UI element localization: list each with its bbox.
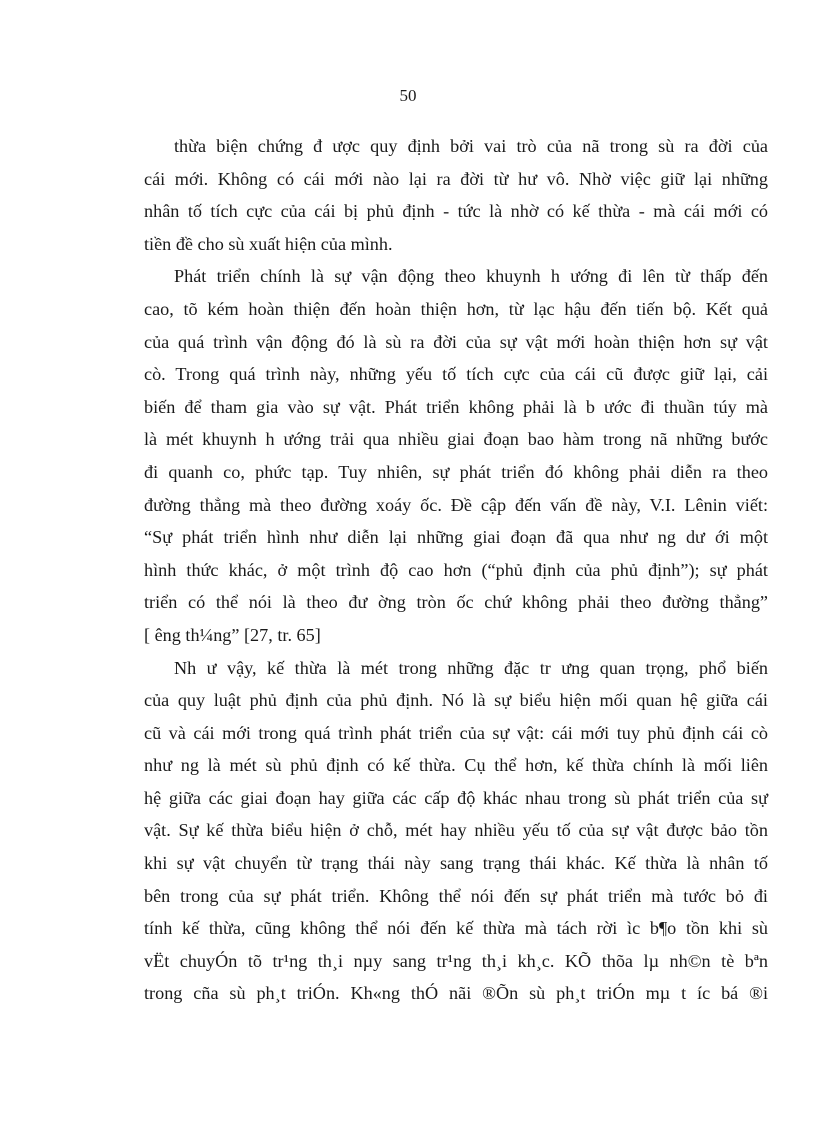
text-line: vật. Sự kế thừa biểu hiện ở chỗ, mét hay nhiều yếu tố của sự vật được bảo tồn (144, 820, 768, 841)
body-text (144, 130, 768, 1010)
text-line: của quy luật phủ định của phủ định. Nó là sự biểu hiện mối quan hệ giữa cái (144, 690, 768, 711)
text-line: tính kế thừa, cũng không thể nói đến kế thừa mà tách rời ìc b¶o tồn khi sù (144, 918, 768, 939)
text-line: là mét khuynh h ướng trải qua nhiều giai đoạn bao hàm trong nã những bước (144, 429, 768, 450)
text-line: thừa biện chứng đ ược quy định bởi vai trò của nã trong sù ra đời của (174, 136, 768, 156)
text-line: vËt chuyÓn tõ tr¹ng th¸i nµy sang tr¹ng th¸i kh¸c. KÕ thõa lµ nh©n tè bªn (144, 950, 768, 971)
text-line: tiền đề cho sù xuất hiện của mình. (144, 233, 393, 254)
text-line: cái mới. Không có cái mới nào lại ra đời từ hư vô. Nhờ việc giữ lại những (144, 168, 768, 189)
text-line: biến để tham gia vào sự vật. Phát triển không phải là b ước đi thuần túy mà (144, 396, 768, 417)
text-line: “Sự phát triển hình như diễn lại những giai đoạn đã qua như ng dư ới một (144, 527, 768, 548)
text-line: trong cña sù ph¸t triÓn. Kh«ng thÓ nãi ®Õn sù ph¸t triÓn mµ t íc bá ®i (144, 983, 768, 1004)
text-line: Nh ư vậy, kế thừa là mét trong những đặc tr ưng quan trọng, phổ biến (174, 657, 768, 678)
text-line: [ êng th¼ng” [27, tr. 65] (144, 624, 321, 645)
text-line: nhân tố tích cực của cái bị phủ định - tức là nhờ có kế thừa - mà cái mới có (144, 201, 768, 222)
text-line: bên trong của sự phát triển. Không thể nói đến sự phát triển mà tước bỏ đi (144, 885, 768, 906)
text-line: như ng là mét sù phủ định có kế thừa. Cụ thể hơn, kế thừa chính là mối liên (144, 755, 768, 776)
text-line: đi quanh co, phức tạp. Tuy nhiên, sự phát triển đó không phải diễn ra theo (144, 461, 768, 482)
text-line: cò. Trong quá trình này, những yếu tố tích cực của cái cũ được giữ lại, cải (144, 364, 768, 385)
text-line: hệ giữa các giai đoạn hay giữa các cấp độ khác nhau trong sù phát triển của sự (144, 787, 768, 808)
page-number: 50 (399, 86, 417, 105)
text-line: khi sự vật chuyển từ trạng thái này sang trạng thái khác. Kế thừa là nhân tố (144, 853, 768, 874)
text-line: đường thẳng mà theo đường xoáy ốc. Đề cập đến vấn đề này, V.I. Lênin viết: (144, 494, 768, 515)
text-line: cao, tõ kém hoàn thiện đến hoàn thiện hơn, từ lạc hậu đến tiến bộ. Kết quả (144, 298, 768, 319)
text-line: Phát triển chính là sự vận động theo khuynh h ướng đi lên từ thấp đến (174, 266, 768, 287)
text-line: hình thức khác, ở một trình độ cao hơn (“phủ định của phủ định”); sự phát (144, 559, 768, 580)
text-line: của quá trình vận động đó là sù ra đời của sự vật mới hoàn thiện hơn sự vật (144, 331, 768, 352)
text-line: cũ và cái mới trong quá trình phát triển của sự vật: cái mới tuy phủ định cái cò (144, 722, 768, 743)
text-line: triển có thể nói là theo đư ờng tròn ốc chứ không phải theo đường thẳng” (144, 592, 768, 613)
